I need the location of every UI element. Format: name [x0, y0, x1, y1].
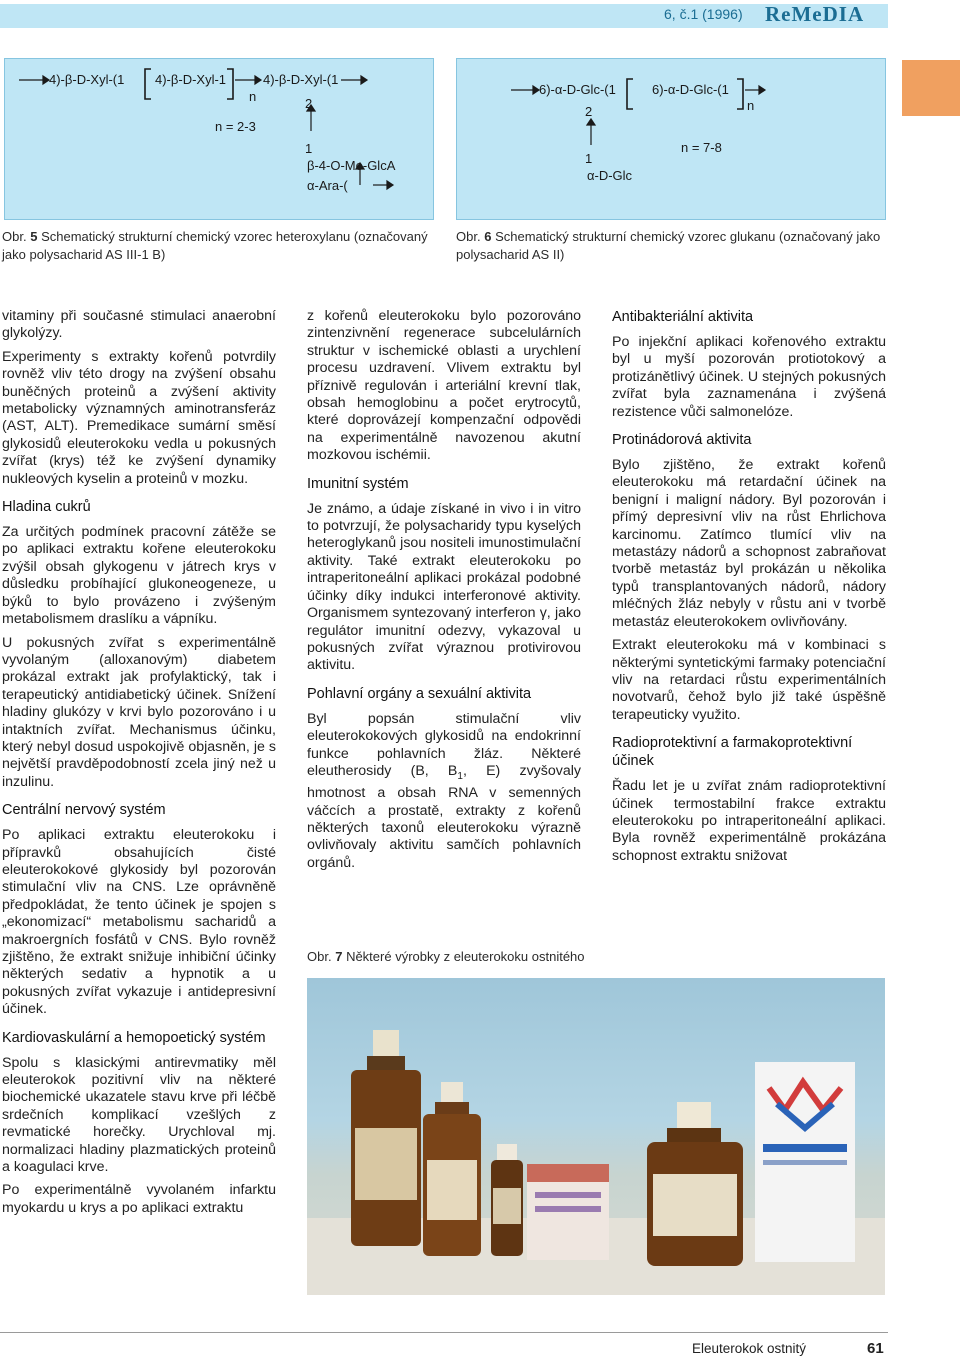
paragraph: Extrakt eleuterokoku má v kombinaci s některými syntetickými farmaky potenciační vliv na retardaci růstu experimentálních novotvarů, čehož bylo již také úspěšně terapeuticky využito.: [612, 637, 886, 723]
text-column-2: [307, 308, 581, 878]
paragraph: U pokusných zvířat s experimentálně vyvolaným (alloxanovým) diabetem prokázal extrakt jak profylaktický, tak i terapeutický antidiabetický účinek. Snížení hladiny glukózy v krvi bylo pozorováno i u intaktních zvířat. Mechanismus účinku, který nebyl dosud uspokojivě objasněn, je s největší pravděpodobností zcela jiný než u inzulinu.: [2, 634, 276, 790]
paragraph: Řadu let je u zvířat znám radioprotektivní účinek termostabilní frakce extraktu eleuterokoku po intraperitoneální aplikaci. Byla rovněž experimentálně prokázána schopnost extraktu snižovat: [612, 778, 886, 864]
caption-number: 6: [484, 229, 492, 244]
paragraph: [307, 711, 581, 872]
paragraph: z kořenů eleuterokoku bylo pozorováno zintenzivnění regenerace subcelulárních struktur v ischemické oblasti a urychlení procesu uzdravení. Vlivem extraktu byl příznivě regulován i arteriální krevní tlak, obsah hemoglobinu a počet erytrocytů, které doprovázejí kompenzační odpovědi na experimentálně navozenou akutní mozkovou ischémii.: [307, 308, 581, 464]
fig6-n-range: n = 7-8: [681, 140, 722, 155]
product-bottles-illustration: [307, 978, 885, 1295]
section-heading: Pohlavní orgány a sexuální aktivita: [307, 685, 532, 702]
fig6-branch-sugar: α-D-Glc: [587, 168, 633, 183]
caption-text: Některé výrobky z eleuterokoku ostnitého: [346, 949, 585, 964]
paragraph: Po injekční aplikaci kořenového extraktu byl u myší pozorován protiotokový a protizánětlivý účinek. U stejných pokusných zvířat byla zaznamenána i zvýšená rezistence vůči salmonelóze.: [612, 334, 886, 420]
figure-6-formula: [456, 58, 886, 220]
paragraph: Spolu s klasickými antirevmatiky měl eleuterokok pozitivní vliv na některé biochemické ukazatele stavu krve při léčbě srdečních komplikací vzešlých z revmatické horečky. Urychloval mj. normalizaci hladiny plazmatických proteinů a koagulaci krve.: [2, 1054, 276, 1176]
fig5-branch-sugar: β-4-O-Me-GlcA: [307, 158, 396, 173]
fig6-chain-2: 6)-α-D-Glc-(1: [652, 82, 729, 97]
issue-label: 6, č.1 (1996): [664, 6, 743, 22]
section-heading: Centrální nervový systém: [2, 802, 166, 819]
figure-7-caption: [307, 948, 885, 966]
fig5-chain-1: 4)-β-D-Xyl-(1: [49, 72, 125, 87]
fig5-chain-2: 4)-β-D-Xyl-1: [155, 72, 227, 87]
caption-label: Obr.: [307, 949, 332, 964]
footer-title: Eleuterokok ostnitý: [692, 1341, 807, 1356]
paragraph: Po experimentálně vyvolaném infarktu myokardu u krys a po aplikaci extraktu: [2, 1182, 276, 1216]
fig5-branch-ara: α-Ara-(: [307, 178, 348, 193]
fig6-branch-link: 1: [585, 151, 593, 166]
section-heading: Protinádorová aktivita: [612, 432, 752, 449]
caption-number: 7: [335, 949, 343, 964]
subscript: 1: [457, 770, 463, 782]
header-bar: [0, 4, 888, 28]
section-heading: Hladina cukrů: [2, 499, 91, 516]
paragraph-part: Byl popsán stimulační vliv eleuterokokových glykosidů na endokrinní funkce pohlavních žláz. Některé eleutherosidy (B, B: [307, 710, 581, 779]
journal-logo: ReMeDIA: [765, 2, 865, 26]
fig5-branch-pos: 2: [305, 96, 313, 111]
section-heading: Kardiovaskulární a hemopoetický systém: [2, 1029, 266, 1046]
fig6-chain-1: 6)-α-D-Glc-(1: [539, 82, 616, 97]
paragraph: Bylo zjištěno, že extrakt kořenů eleuterokoku má retardační účinek na benigní i maligní nádory. Byl pozorován i přímý depresivní vliv na růst Ehrlichova karcinomu. Zatímco tlumící vliv na metastázy nádorů a schopnost zabraňovat tvorbě metastáz byl prokázán u několika typů transplantovaných nádorů, nádory mléčných žláz nebyly v růstu ani v tvorbě metastáz eleuterokokem ovlivňovány.: [612, 457, 886, 630]
section-tab: [902, 60, 960, 116]
paragraph: Za určitých podmínek pracovní zátěže se po aplikaci extraktu kořene eleuterokoku zvýšil obsah glykogenu v játrech krys v důsledku probíhající glukoneogeneze, u býků to bylo provázeno i zvýšeným metabolismem draslíku a vápníku.: [2, 524, 276, 628]
text-column-3: [612, 308, 886, 871]
footer-divider: [0, 1332, 888, 1333]
fig5-branch-link: 1: [305, 141, 313, 156]
product-photo: [307, 978, 885, 1295]
fig5-chain-3: 4)-β-D-Xyl-(1: [263, 72, 339, 87]
paragraph: vitaminy při současné stimulaci anaerobní glykolýzy.: [2, 308, 276, 342]
figure-5-caption: [2, 228, 432, 264]
paragraph: Po aplikaci extraktu eleuterokoku i přípravků obsahujících čisté eleuterokokové glykosidy byl pozorován stimulační vliv na CNS. Lze oprávněně předpokládat, že tento účinek je spojen s „ekonomizací“ metabolismu sacharidů a makroergních fosfátů v CNS. Bylo rovněž zjištěno, že extrakt snižuje inhibiční účinky některých sedativ a hypnotik a u pokusných zvířat vykazuje i antidepresivní účinek.: [2, 827, 276, 1018]
caption-label: Obr.: [2, 229, 27, 244]
caption-text: Schematický strukturní chemický vzorec glukanu (označovaný jako polysacharid AS II): [456, 229, 881, 262]
caption-number: 5: [30, 229, 38, 244]
page-number: 61: [867, 1340, 884, 1357]
fig5-n: n: [249, 89, 257, 104]
section-heading: Radioprotektivní a farmakoprotektivní účinek: [612, 735, 853, 770]
paragraph-part: , E) zvyšovaly hmotnost a obsah RNA v semenných váčcích a prostatě, extrakty z kořenů některých taxonů eleuterokoku výrazně ovlivňovaly aktivitu samčích pohlavních orgánů.: [307, 762, 581, 871]
fig6-n: n: [747, 98, 755, 113]
caption-label: Obr.: [456, 229, 481, 244]
caption-text: Schematický strukturní chemický vzorec heteroxylanu (označovaný jako polysacharid AS III-1 B): [2, 229, 428, 262]
figure-6-caption: [456, 228, 886, 264]
figure-5-formula: [4, 58, 434, 220]
fig5-n-range: n = 2-3: [215, 119, 256, 134]
paragraph: Experimenty s extrakty kořenů potvrdily rovněž vliv této drogy na zvýšení obsahu buněčných proteinů a zvýšení aktivity metabolicky významných aminotransferáz (AST, ALT). Premedikace sumární směsí glykosidů eleuterokoku vedla u pokusných zvířat (krys) též ke zvýšení dynamiky nukleových kyselin a proteinů v mozku.: [2, 348, 276, 487]
text-column-1: [2, 308, 276, 1223]
fig6-branch-pos: 2: [585, 104, 593, 119]
section-heading: Antibakteriální aktivita: [612, 309, 754, 325]
section-heading: Imunitní systém: [307, 475, 409, 492]
paragraph: Je známo, a údaje získané in vivo i in vitro to potvrzují, že polysacharidy typu kyselých heteroglykanů jsou nositeli imunostimulační aktivity. Také extrakt eleuterokoku po intraperitoneální aplikaci prokázal podobné účinky díky indukci interferonové aktivity. Organismem syntezovaný interferon γ, jako regulátor imunitní odezvy, vykazoval u pokusných zvířat výraznou protivirovou aktivitu.: [307, 500, 581, 674]
